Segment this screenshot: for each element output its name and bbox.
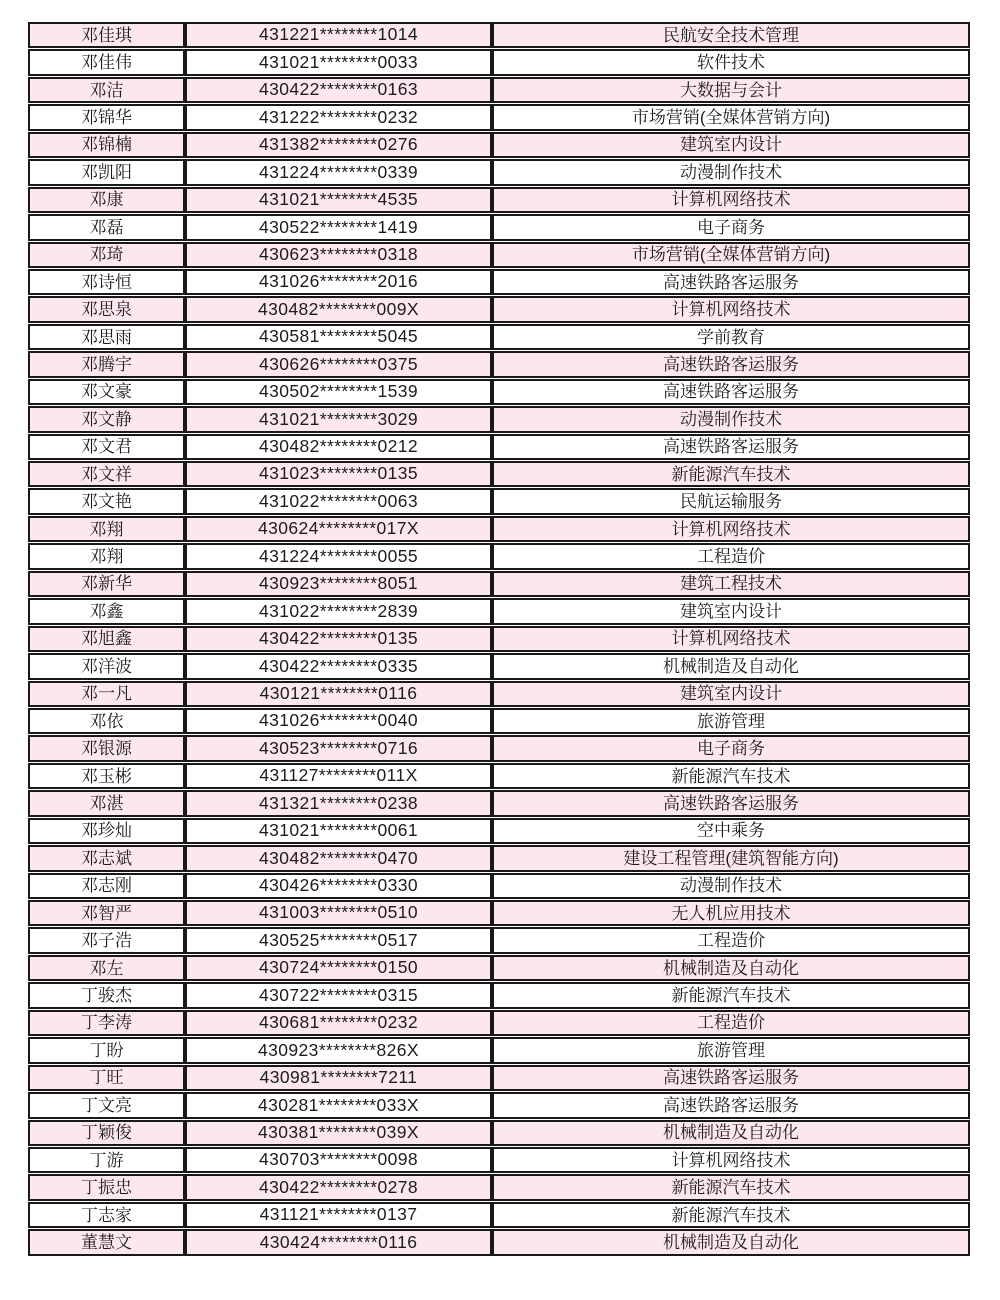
student-name-cell: 邓文艳 [28,488,185,514]
student-id-cell: 431021********0061 [185,818,492,844]
student-major-cell: 高速铁路客运服务 [492,269,970,295]
student-major-cell: 建筑室内设计 [492,598,970,624]
table-row [28,735,970,761]
table-row [28,571,970,597]
student-name-cell: 邓文豪 [28,379,185,405]
student-major-cell: 计算机网络技术 [492,187,970,213]
student-id-cell: 430626********0375 [185,351,492,377]
student-id-cell: 431021********4535 [185,187,492,213]
student-name-cell: 丁文亮 [28,1092,185,1118]
student-id-cell: 431127********011X [185,763,492,789]
table-row [28,77,970,103]
student-major-cell: 高速铁路客运服务 [492,1065,970,1091]
student-id-cell: 431382********0276 [185,132,492,158]
table-row [28,187,970,213]
table-row [28,324,970,350]
student-major-cell: 大数据与会计 [492,77,970,103]
table-row [28,927,970,953]
student-name-cell: 邓文祥 [28,461,185,487]
student-id-cell: 431221********1014 [185,22,492,48]
student-id-cell: 430482********009X [185,296,492,322]
student-major-cell: 高速铁路客运服务 [492,434,970,460]
student-name-cell: 邓志斌 [28,845,185,871]
table-row [28,1037,970,1063]
student-name-cell: 邓洁 [28,77,185,103]
student-name-cell: 邓腾宇 [28,351,185,377]
table-row [28,159,970,185]
table-row [28,543,970,569]
student-major-cell: 机械制造及自动化 [492,1120,970,1146]
student-name-cell: 邓新华 [28,571,185,597]
student-id-cell: 430482********0212 [185,434,492,460]
student-id-cell: 430482********0470 [185,845,492,871]
student-major-cell: 动漫制作技术 [492,406,970,432]
student-name-cell: 邓琦 [28,242,185,268]
student-name-cell: 丁李涛 [28,1010,185,1036]
student-id-cell: 430525********0517 [185,927,492,953]
student-major-cell: 学前教育 [492,324,970,350]
student-id-cell: 430422********0278 [185,1174,492,1200]
table-row [28,132,970,158]
student-id-cell: 431224********0055 [185,543,492,569]
student-name-cell: 邓凯阳 [28,159,185,185]
student-major-cell: 电子商务 [492,735,970,761]
student-name-cell: 邓佳琪 [28,22,185,48]
student-major-cell: 新能源汽车技术 [492,982,970,1008]
student-id-cell: 431022********0063 [185,488,492,514]
student-major-cell: 工程造价 [492,543,970,569]
student-major-cell: 旅游管理 [492,1037,970,1063]
table-row [28,461,970,487]
student-name-cell: 邓锦楠 [28,132,185,158]
table-row [28,900,970,926]
table-row [28,214,970,240]
student-id-cell: 430724********0150 [185,955,492,981]
student-name-cell: 邓湛 [28,790,185,816]
table-row [28,296,970,322]
student-id-cell: 431022********2839 [185,598,492,624]
student-id-cell: 430381********039X [185,1120,492,1146]
student-id-cell: 431003********0510 [185,900,492,926]
table-row [28,626,970,652]
student-major-cell: 工程造价 [492,927,970,953]
table-row [28,434,970,460]
student-id-cell: 430981********7211 [185,1065,492,1091]
student-id-cell: 430424********0116 [185,1229,492,1255]
student-major-cell: 建设工程管理(建筑智能方向) [492,845,970,871]
table-row [28,406,970,432]
table-row [28,681,970,707]
student-major-cell: 软件技术 [492,49,970,75]
student-id-cell: 430624********017X [185,516,492,542]
student-major-cell: 建筑室内设计 [492,132,970,158]
student-name-cell: 邓志刚 [28,873,185,899]
student-major-cell: 高速铁路客运服务 [492,790,970,816]
student-major-cell: 工程造价 [492,1010,970,1036]
student-name-cell: 邓珍灿 [28,818,185,844]
student-name-cell: 邓文静 [28,406,185,432]
student-name-cell: 丁骏杰 [28,982,185,1008]
student-name-cell: 邓康 [28,187,185,213]
student-major-cell: 高速铁路客运服务 [492,1092,970,1118]
table-row [28,1147,970,1173]
student-name-cell: 邓银源 [28,735,185,761]
student-major-cell: 新能源汽车技术 [492,1202,970,1228]
student-id-cell: 430623********0318 [185,242,492,268]
student-id-cell: 431222********0232 [185,104,492,130]
student-id-cell: 430121********0116 [185,681,492,707]
student-major-cell: 动漫制作技术 [492,159,970,185]
table-row [28,763,970,789]
student-id-cell: 431321********0238 [185,790,492,816]
student-major-cell: 高速铁路客运服务 [492,379,970,405]
student-major-cell: 新能源汽车技术 [492,1174,970,1200]
student-name-cell: 邓依 [28,708,185,734]
student-id-cell: 430681********0232 [185,1010,492,1036]
student-id-cell: 430422********0135 [185,626,492,652]
student-name-cell: 邓翔 [28,516,185,542]
student-id-cell: 430422********0335 [185,653,492,679]
student-id-cell: 430923********8051 [185,571,492,597]
student-id-cell: 430703********0098 [185,1147,492,1173]
student-major-cell: 新能源汽车技术 [492,763,970,789]
student-major-cell: 计算机网络技术 [492,516,970,542]
student-name-cell: 邓磊 [28,214,185,240]
table-row [28,516,970,542]
student-name-cell: 邓一凡 [28,681,185,707]
student-name-cell: 丁振忠 [28,1174,185,1200]
student-id-cell: 430281********033X [185,1092,492,1118]
student-id-cell: 430422********0163 [185,77,492,103]
table-row [28,49,970,75]
table-row [28,242,970,268]
student-name-cell: 董慧文 [28,1229,185,1255]
table-row [28,488,970,514]
table-row [28,982,970,1008]
student-major-cell: 市场营销(全媒体营销方向) [492,104,970,130]
table-row [28,1065,970,1091]
table-row [28,351,970,377]
student-name-cell: 邓旭鑫 [28,626,185,652]
student-major-cell: 动漫制作技术 [492,873,970,899]
student-major-cell: 民航运输服务 [492,488,970,514]
student-id-cell: 430722********0315 [185,982,492,1008]
student-name-cell: 邓锦华 [28,104,185,130]
student-name-cell: 丁游 [28,1147,185,1173]
table-row [28,379,970,405]
student-name-cell: 邓佳伟 [28,49,185,75]
student-name-cell: 邓智严 [28,900,185,926]
student-id-cell: 431023********0135 [185,461,492,487]
table-row [28,1120,970,1146]
table-row [28,845,970,871]
student-major-cell: 机械制造及自动化 [492,1229,970,1255]
student-name-cell: 邓诗恒 [28,269,185,295]
student-id-cell: 430522********1419 [185,214,492,240]
student-name-cell: 邓子浩 [28,927,185,953]
table-row [28,269,970,295]
student-id-cell: 430426********0330 [185,873,492,899]
student-name-cell: 邓思雨 [28,324,185,350]
student-id-cell: 431021********0033 [185,49,492,75]
student-major-cell: 机械制造及自动化 [492,653,970,679]
table-row [28,708,970,734]
student-id-cell: 431121********0137 [185,1202,492,1228]
student-name-cell: 邓左 [28,955,185,981]
table-row [28,955,970,981]
student-major-cell: 空中乘务 [492,818,970,844]
student-id-cell: 431026********0040 [185,708,492,734]
table-row [28,1010,970,1036]
student-major-cell: 计算机网络技术 [492,1147,970,1173]
student-name-cell: 邓洋波 [28,653,185,679]
student-major-cell: 无人机应用技术 [492,900,970,926]
student-major-cell: 高速铁路客运服务 [492,351,970,377]
table-row [28,1202,970,1228]
student-major-cell: 计算机网络技术 [492,626,970,652]
student-major-cell: 电子商务 [492,214,970,240]
student-name-cell: 邓玉彬 [28,763,185,789]
student-id-cell: 431026********2016 [185,269,492,295]
table-row [28,1229,970,1255]
table-row [28,104,970,130]
student-major-cell: 市场营销(全媒体营销方向) [492,242,970,268]
student-roster-table [28,22,970,1256]
student-id-cell: 430923********826X [185,1037,492,1063]
table-row [28,873,970,899]
student-id-cell: 430581********5045 [185,324,492,350]
student-name-cell: 邓鑫 [28,598,185,624]
table-row [28,790,970,816]
table-row [28,1174,970,1200]
student-name-cell: 丁旺 [28,1065,185,1091]
student-name-cell: 丁盼 [28,1037,185,1063]
student-major-cell: 建筑工程技术 [492,571,970,597]
table-row [28,818,970,844]
student-major-cell: 机械制造及自动化 [492,955,970,981]
student-name-cell: 邓思泉 [28,296,185,322]
student-major-cell: 民航安全技术管理 [492,22,970,48]
student-major-cell: 旅游管理 [492,708,970,734]
table-row [28,22,970,48]
student-major-cell: 新能源汽车技术 [492,461,970,487]
student-id-cell: 431224********0339 [185,159,492,185]
student-name-cell: 邓文君 [28,434,185,460]
table-row [28,598,970,624]
table-row [28,653,970,679]
student-id-cell: 430502********1539 [185,379,492,405]
student-name-cell: 丁志家 [28,1202,185,1228]
student-id-cell: 431021********3029 [185,406,492,432]
student-name-cell: 丁颖俊 [28,1120,185,1146]
table-row [28,1092,970,1118]
student-id-cell: 430523********0716 [185,735,492,761]
student-name-cell: 邓翔 [28,543,185,569]
student-major-cell: 建筑室内设计 [492,681,970,707]
student-major-cell: 计算机网络技术 [492,296,970,322]
